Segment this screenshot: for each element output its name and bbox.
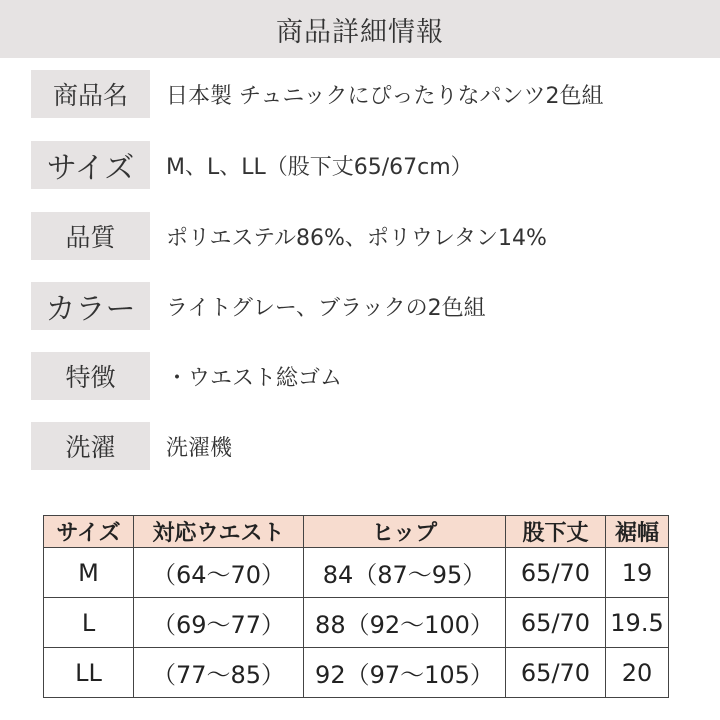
table-row	[44, 648, 669, 698]
column-header-inseam: 股下丈	[506, 516, 606, 548]
table-cell: LL	[44, 648, 134, 698]
table-cell: （69〜77）	[134, 598, 304, 648]
page-title: 商品詳細情報	[276, 16, 444, 48]
spec-row-size	[31, 141, 701, 189]
table-cell: 19	[606, 548, 669, 598]
spec-row-material	[31, 212, 701, 260]
spec-value: 洗濯機	[166, 435, 233, 461]
table-cell: 84（87〜95）	[304, 548, 506, 598]
spec-label: 品質	[31, 212, 150, 260]
spec-label: 特徴	[31, 352, 150, 400]
table-cell: 92（97〜105）	[304, 648, 506, 698]
table-cell: 65/70	[506, 648, 606, 698]
table-row	[44, 598, 669, 648]
spec-value: M、L、LL（股下丈65/67cm）	[166, 154, 473, 180]
table-header-row	[44, 516, 669, 548]
page-title-bar	[0, 0, 720, 58]
size-table	[43, 515, 669, 698]
spec-row-features	[31, 352, 701, 400]
table-cell: M	[44, 548, 134, 598]
table-cell: 65/70	[506, 548, 606, 598]
table-cell: 19.5	[606, 598, 669, 648]
column-header-size: サイズ	[44, 516, 134, 548]
spec-value: 日本製 チュニックにぴったりなパンツ2色組	[166, 83, 604, 109]
spec-value: ポリエステル86%、ポリウレタン14%	[166, 225, 547, 251]
spec-label: サイズ	[31, 141, 150, 189]
spec-label: 商品名	[31, 70, 150, 118]
table-cell: （64〜70）	[134, 548, 304, 598]
spec-label: カラー	[31, 282, 150, 330]
table-cell: 65/70	[506, 598, 606, 648]
table-row	[44, 548, 669, 598]
spec-label: 洗濯	[31, 422, 150, 470]
spec-value: ライトグレー、ブラックの2色組	[166, 295, 486, 321]
column-header-waist: 対応ウエスト	[134, 516, 304, 548]
spec-row-washing	[31, 422, 701, 470]
table-cell: 20	[606, 648, 669, 698]
column-header-hem-width: 裾幅	[606, 516, 669, 548]
table-cell: 88（92〜100）	[304, 598, 506, 648]
spec-row-product-name	[31, 70, 701, 118]
table-cell: （77〜85）	[134, 648, 304, 698]
column-header-hip: ヒップ	[304, 516, 506, 548]
spec-row-color	[31, 282, 701, 330]
spec-value: ・ウエスト総ゴム	[166, 365, 343, 391]
table-cell: L	[44, 598, 134, 648]
